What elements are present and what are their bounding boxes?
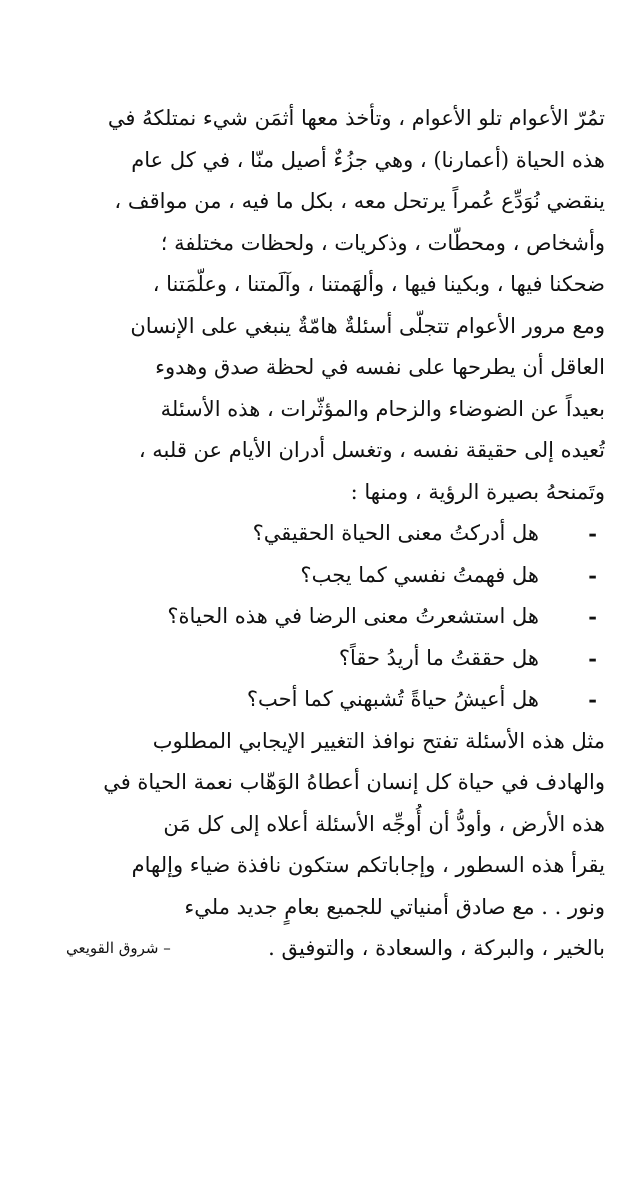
closing-line: هذه الأرض ، وأودُّ أن أُوجِّه الأسئلة أعلاه إلى كل مَن: [163, 811, 605, 836]
closing-line: والهادف في حياة كل إنسان أعطاهُ الوَهّاب نعمة الحياة في: [103, 770, 605, 794]
paragraph-line: ينقضي نُوَدِّع عُمراً يرتحل معه ، بكل ما فيه ، من مواقف ،: [114, 189, 605, 213]
closing-line: ونور . . مع صادق أمنياتي للجميع بعامٍ جديد مليء: [184, 894, 605, 919]
article-text: [22, 98, 605, 970]
paragraph-line: تمُرّ الأعوام تلو الأعوام ، وتأخذ معها أثمَن شيء نمتلكهُ في: [107, 106, 605, 130]
paragraph-line: وتَمنحهُ بصيرة الرؤية ، ومنها :: [350, 479, 605, 504]
bullet-dash: -: [588, 687, 597, 712]
paragraph-line: هذه الحياة (أعمارنا) ، وهي جزُءٌ أصيل منّا ، في كل عام: [131, 147, 605, 172]
final-wishes: بالخير ، والبركة ، والسعادة ، والتوفيق .: [268, 936, 605, 960]
question-text: هل أدركتُ معنى الحياة الحقيقي؟: [252, 521, 539, 545]
closing-line: يقرأ هذه السطور ، وإجاباتكم ستكون نافذة ضياء وإلهام: [131, 853, 605, 877]
bullet-dash: -: [588, 562, 597, 588]
question-text: هل استشعرتُ معنى الرضا في هذه الحياة؟: [167, 604, 539, 628]
question-item: [22, 596, 605, 638]
author-signature: – شروق القويعي: [66, 939, 171, 957]
paragraph-line: تُعيده إلى حقيقة نفسه ، وتغسل أدران الأيام عن قلبه ،: [138, 438, 605, 462]
paragraph-line: وأشخاص ، ومحطّات ، وذكريات ، ولحظات مختلفة ؛: [160, 230, 605, 255]
bullet-dash: -: [588, 604, 597, 629]
question-item: [22, 513, 605, 555]
paragraph-line: ضحكنا فيها ، وبكينا فيها ، وألهَمتنا ، وآلَمتنا ، وعلّمَتنا ،: [152, 272, 605, 296]
bullet-dash: -: [588, 645, 597, 671]
bullet-dash: -: [588, 521, 597, 546]
paragraph-line: العاقل أن يطرحها على نفسه في لحظة صدق وهدوء: [155, 355, 605, 379]
question-item: [22, 679, 605, 721]
question-item: [22, 555, 605, 597]
closing-line: مثل هذه الأسئلة تفتح نوافذ التغيير الإيجابي المطلوب: [152, 728, 605, 753]
question-text: هل فهمتُ نفسي كما يجب؟: [300, 562, 539, 587]
paragraph-line: ومع مرور الأعوام تتجلّى أسئلةٌ هامّةٌ ينبغي على الإنسان: [130, 313, 605, 338]
question-item: [22, 638, 605, 680]
final-line-row: [22, 928, 605, 970]
question-text: هل أعيشُ حياةً تُشبهني كما أحب؟: [246, 687, 539, 711]
question-text: هل حققتُ ما أريدُ حقاً؟: [338, 645, 539, 670]
paragraph-line: بعيداً عن الضوضاء والزحام والمؤثّرات ، هذه الأسئلة: [160, 396, 605, 421]
